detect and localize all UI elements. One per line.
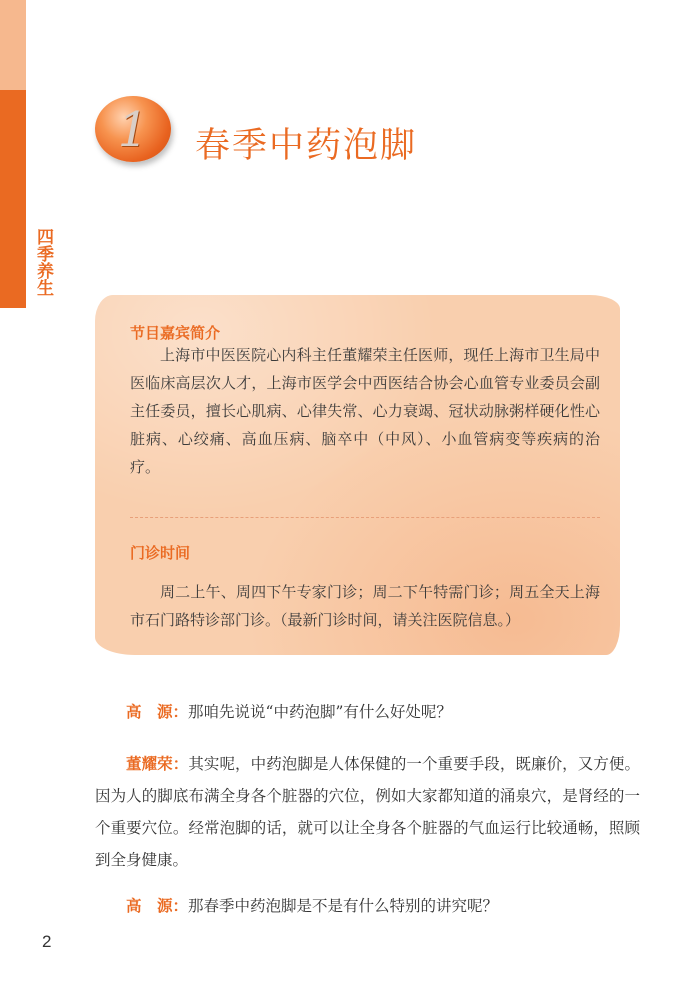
chapter-title: 春季中药泡脚 [195,126,418,166]
dialogue-line [95,748,640,876]
clinic-hours-text: 周二上午、周四下午专家门诊；周二下午特需门诊；周五全天上海市石门路特诊部门诊。（最新门诊时间，请关注医院信息。） [130,583,600,629]
dialogue-line [95,696,640,728]
guest-intro-heading: 节目嘉宾简介 [130,324,221,342]
side-bar-top [0,0,26,90]
dialogue-text: 那咱先说说“中药泡脚”有什么好处呢？ [188,703,452,721]
clinic-hours-heading: 门诊时间 [130,544,191,562]
dialogue-text: 其实呢，中药泡脚是人体保健的一个重要手段，既廉价，又方便。因为人的脚底布满全身各个脏器的穴位，例如大家都知道的涌泉穴，是肾经的一个重要穴位。经常泡脚的话，就可以让全身各个脏器的气血运行比较通畅，照顾到全身健康。 [95,755,640,869]
speaker-name: 董耀荣： [126,755,189,773]
section-label: 四季养生 [33,228,53,296]
chapter-number: 1 [117,102,149,158]
page-number: 2 [42,932,52,951]
guest-intro-text: 上海市中医医院心内科主任董耀荣主任医师，现任上海市卫生局中医临床高层次人才，上海市医学会中西医结合协会心血管专业委员会副主任委员，擅长心肌病、心律失常、心力衰竭、冠状动脉粥样硬化性心脏病、心绞痛、高血压病、脑卒中（中风）、小血管病变等疾病的治疗。 [130,346,600,476]
side-bar [0,90,26,308]
dialogue-text: 那春季中药泡脚是不是有什么特别的讲究呢？ [188,897,499,915]
dialogue-line [95,890,640,922]
speaker-name: 高 源： [126,703,189,721]
speaker-name: 高 源： [126,897,189,915]
info-divider [130,517,600,518]
chapter-number-badge [95,96,171,162]
